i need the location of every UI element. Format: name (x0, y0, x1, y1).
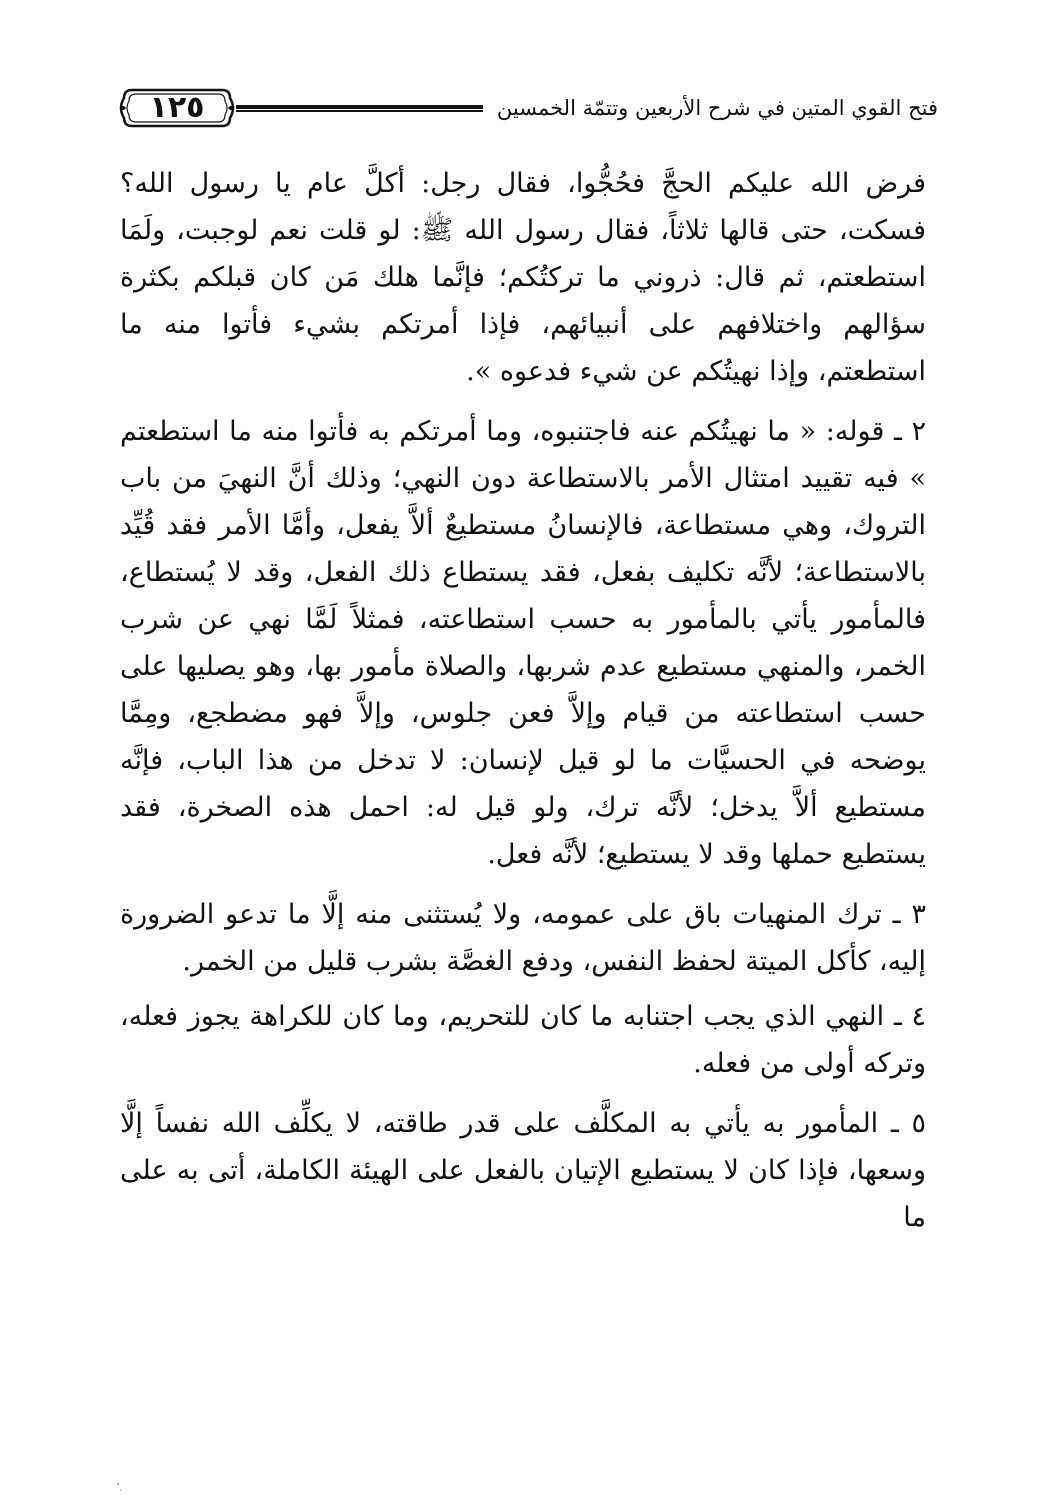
page-number-frame (118, 86, 236, 130)
paragraph-hadith-continuation: فرض الله عليكم الحجَّ فحُجُّوا، فقال رجل: أكلَّ عام يا رسول الله؟ فسكت، حتى قالها ثلاثاً، فقال رسول الله ﷺ: لو قلت نعم لوجبت، ولَمَا استطعتم، ثم قال: ذروني ما تركتُكم؛ فإنَّما هلك مَن كان قبلكم بكثرة سؤالهم واختلافهم على أنبيائهم، فإذا أمرتكم بشيء فأتوا منه ما استطعتم، وإذا نهيتُكم عن شيء فدعوه ». (120, 168, 926, 387)
paragraph-point-4: ٤ ـ النهي الذي يجب اجتنابه ما كان للتحريم، وما كان للكراهة يجوز فعله، وتركه أولى من فعله. (120, 1001, 926, 1079)
paragraph-point-2: ٢ ـ قوله: « ما نهيتُكم عنه فاجتنبوه، وما أمرتكم به فأتوا منه ما استطعتم » فيه تقييد امتثال الأمر بالاستطاعة دون النهي؛ وذلك أنَّ النهيَ من باب التروك، وهي مستطاعة، فالإنسانُ مستطيعٌ ألاَّ يفعل، وأمَّا الأمر فقد قُيِّد بالاستطاعة؛ لأنَّه تكليف بفعل، فقد يستطاع ذلك الفعل، وقد لا يُستطاع، فالمأمور يأتي بالمأمور به حسب استطاعته، فمثلاً لَمَّا نهي عن شرب الخمر، والمنهي مستطيع عدم شربها، والصلاة مأمور بها، وهو يصليها على حسب استطاعته من قيام وإلاَّ فعن جلوس، وإلاَّ فهو مضطجع، ومِمَّا يوضحه في الحسيَّات ما لو قيل لإنسان: لا تدخل من هذا الباب، فإنَّه مستطيع ألاَّ يدخل؛ لأنَّه ترك، ولو قيل له: احمل هذه الصخرة، فقد يستطيع حملها وقد لا يستطيع؛ لأنَّه فعل. (120, 416, 926, 870)
paragraph-point-3: ٣ ـ ترك المنهيات باق على عمومه، ولا يُستثنى منه إلَّا ما تدعو الضرورة إليه، كأكل الميتة لحفظ النفس، ودفع الغصَّة بشرب قليل من الخمر. (120, 899, 926, 977)
page-body (120, 160, 926, 1241)
header-rule (236, 105, 483, 112)
page-number: ١٢٥ (149, 90, 205, 125)
book-title: فتح القوي المتين في شرح الأربعين وتتمّة الخمسين (496, 96, 938, 120)
scan-specks (112, 1480, 142, 1500)
running-header (118, 78, 938, 138)
paragraph-point-5: ٥ ـ المأمور به يأتي به المكلَّف على قدر طاقته، لا يكلِّف الله نفساً إلَّا وسعها، فإذا كان لا يستطيع الإتيان بالفعل على الهيئة الكاملة، أتى به على ما (120, 1108, 926, 1233)
